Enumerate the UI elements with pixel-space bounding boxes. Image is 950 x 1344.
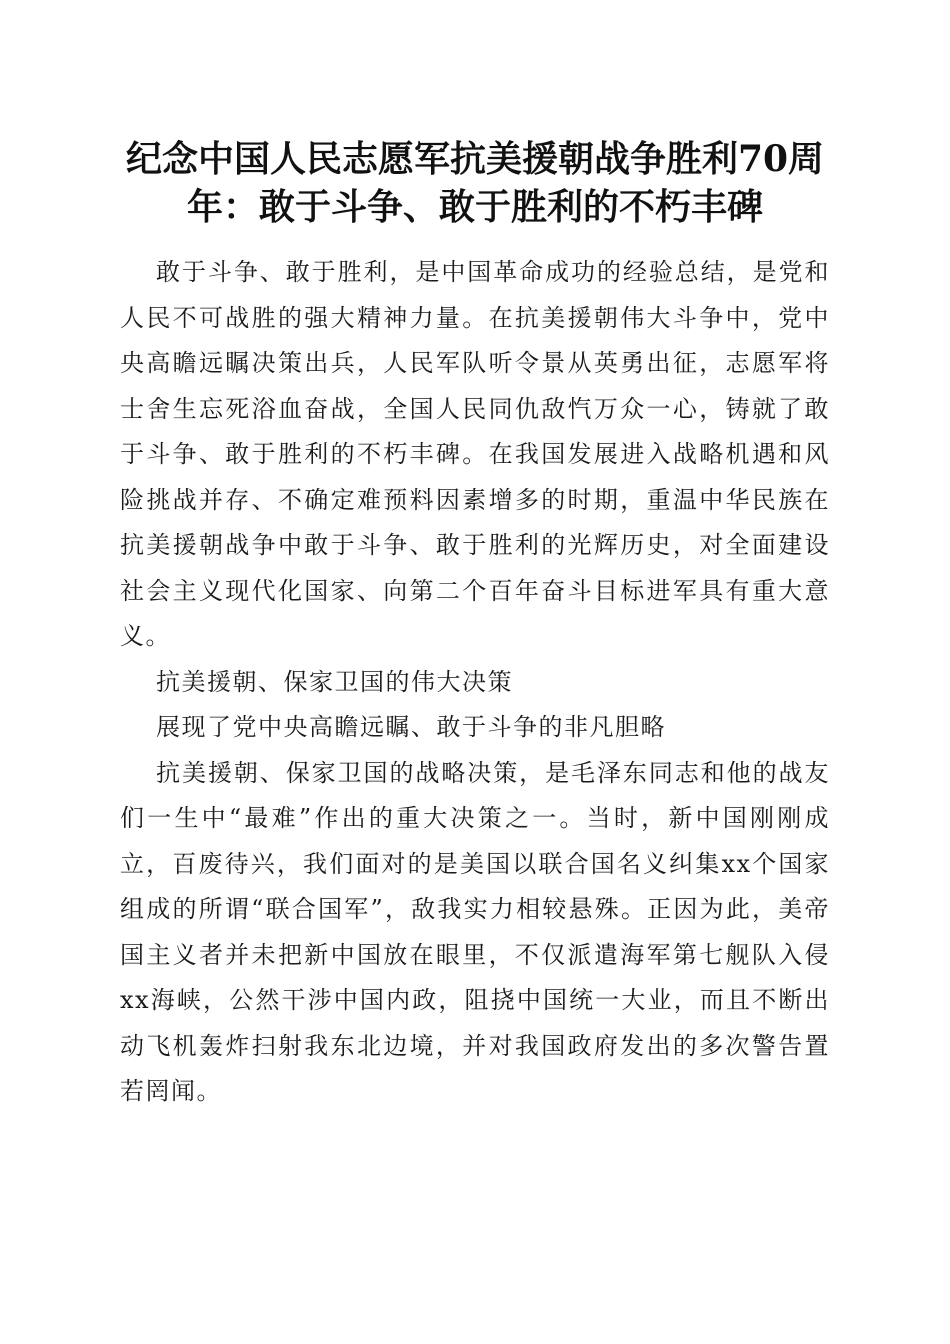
intro-paragraph: 敢于斗争、敢于胜利，是中国革命成功的经验总结，是党和人民不可战胜的强大精神力量。在抗美援朝伟大斗争中，党中央高瞻远瞩决策出兵，人民军队听令景从英勇出征，志愿军将士舍生忘死浴血奋战，全国人民同仇敌忾万众一心，铸就了敢于斗争、敢于胜利的不朽丰碑。在我国发展进入战略机遇和风险挑战并存、不确定难预料因素增多的时期，重温中华民族在抗美援朝战争中敢于斗争、敢于胜利的光辉历史，对全面建设社会主义现代化国家、向第二个百年奋斗目标进军具有重大意义。 <box>120 258 830 650</box>
section-heading-line-2: 展现了党中央高瞻远瞩、敢于斗争的非凡胆略 <box>156 713 666 741</box>
document-body <box>120 250 830 1115</box>
section-heading-line-1: 抗美援朝、保家卫国的伟大决策 <box>156 667 513 696</box>
document-title: 纪念中国人民志愿军抗美援朝战争胜利70周年：敢于斗争、敢于胜利的不朽丰碑 <box>125 138 825 228</box>
body-paragraph: 抗美援朝、保家卫国的战略决策，是毛泽东同志和他的战友们一生中“最难”作出的重大决策之一。当时，新中国刚刚成立，百废待兴，我们面对的是美国以联合国名义纠集xx个国家组成的所谓“联合国军”，敌我实力相较悬殊。正因为此，美帝国主义者并未把新中国放在眼里，不仅派遣海军第七舰队入侵xx海峡，公然干涉中国内政，阻挠中国统一大业，而且不断出动飞机轰炸扫射我东北边境，并对我国政府发出的多次警告置若罔闻。 <box>120 758 830 1105</box>
